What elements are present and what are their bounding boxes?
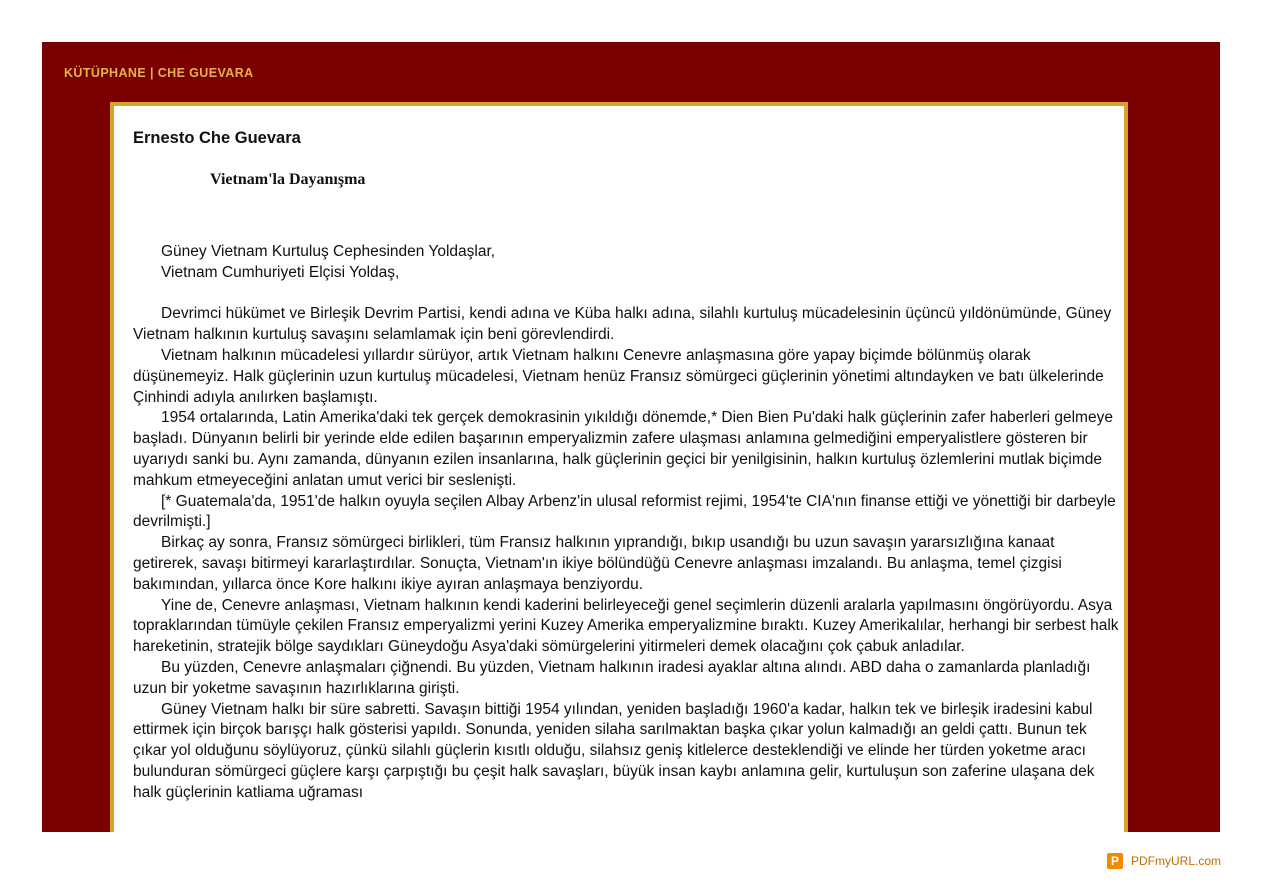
footnote-paragraph: [* Guatemala'da, 1951'de halkın oyuyla seçilen Albay Arbenz'in ulusal reformist rejimi, 1954'te CIA'nın finanse ettiği ve yönettiği bir darbeyle devrilmişti.] xyxy=(133,492,1116,531)
author-name: Ernesto Che Guevara xyxy=(133,129,301,147)
document-content xyxy=(133,128,1123,804)
page-frame xyxy=(42,42,1220,832)
document-title: Vietnam'la Dayanışma xyxy=(210,171,366,188)
document-body xyxy=(133,242,1123,804)
paragraph: Güney Vietnam Kurtuluş Cephesinden Yoldaşlar, xyxy=(161,243,496,260)
document-panel xyxy=(110,102,1128,832)
paragraph: Devrimci hükümet ve Birleşik Devrim Partisi, kendi adına ve Küba halkı adına, silahlı kurtuluş mücadelesinin üçüncü yıldönümünde, Güney Vietnam halkının kurtuluş savaşını selamlamak için beni görevlendirdi. xyxy=(133,305,1112,344)
paragraph: Yine de, Cenevre anlaşması, Vietnam halkının kendi kaderini belirleyeceği genel seçimlerin düzenli aralarla yapılmasını öngörüyordu. Asya topraklarından tümüyle çekilen Fransız emperyalizmi yerini Kuzey Amerika emperyalizmine bıraktı. Kuzey Amerikalılar, herhangi bir serbest halk hareketinin, stratejik bölge saydıkları Güneydoğu Asya'daki sömürgelerini yitirmeleri demek olacağını çok çabuk anladılar. xyxy=(133,596,1119,656)
paragraph: 1954 ortalarında, Latin Amerika'daki tek gerçek demokrasinin yıkıldığı dönemde,* Dien Bien Pu'daki halk güçlerinin zafer haberleri gelmeye başladı. Dünyanın belirli bir yerinde elde edilen başarının emperyalizmin zafere ulaşması anlamına gelmediğini emperyalistlere gösteren bir uyarıydı sanki bu. Aynı zamanda, dünyanın ezilen insanlarına, halk güçlerinin geçici bir yenilgisinin, halkın kurtuluş özlemlerini mutlak biçimde mahkum etmeyeceğini anlatan umut verici bir seslenişti. xyxy=(133,409,1113,489)
pdfmyurl-logo-text: PDFmyURL.com xyxy=(1130,854,1221,868)
paragraph: Vietnam halkının mücadelesi yıllardır sürüyor, artık Vietnam halkını Cenevre anlaşmasına göre yapay biçimde bölünmüş olarak düşünemeyiz. Halk güçlerinin uzun kurtuluş mücadelesi, Vietnam henüz Fransız sömürgeci güçlerinin yönetimi altındayken ve batı ülkelerinde Çinhindi adıyla anılırken başlamıştı. xyxy=(133,346,1104,406)
pdfmyurl-logo-icon: P xyxy=(1107,853,1123,869)
pdfmyurl-logo[interactable] xyxy=(1107,853,1221,869)
paragraph: Bu yüzden, Cenevre anlaşmaları çiğnendi. Bu yüzden, Vietnam halkının iradesi ayaklar altına alındı. ABD daha o zamanlarda planladığı uzun bir yoketme savaşının hazırlıklarına girişti. xyxy=(133,658,1091,697)
paragraph: Birkaç ay sonra, Fransız sömürgeci birlikleri, tüm Fransız halkının yıprandığı, bıkıp usandığı bu uzun savaşın yararsızlığına kanaat getirerek, savaşı bitirmeyi kararlaştırdılar. Sonuçta, Vietnam'ın ikiye bölündüğü Cenevre anlaşması imzalandı. Bu anlaşma, temel çizgisi bakımından, yıllarca önce Kore halkını ikiye ayıran anlaşmaya benziyordu. xyxy=(133,534,1062,593)
library-header[interactable]: KÜTÜPHANE | CHE GUEVARA xyxy=(64,66,254,80)
paragraph: Güney Vietnam halkı bir süre sabretti. Savaşın bittiği 1954 yılından, yeniden başladığı 1960'a kadar, halkın tek ve birleşik iradesini kabul ettirmek için birçok barışçı halk gösterisi yapıldı. Sonunda, yeniden silaha sarılmaktan başka çıkar yolun kalmadığı an geldi çattı. Bunun tek çıkar yol olduğunu söylüyoruz, çünkü silahlı güçlerin kısıtlı olduğu, silahsız geniş kitlelerce desteklendiği ve elinde her türden yoketme aracı bulunduran sömürgeci güçlere karşı çarpıştığı bu çeşit halk savaşları, büyük insan kaybı anlamına gelir, kurtuluşun son zaferine ulaşana dek halk güçlerinin katliama uğraması xyxy=(133,700,1095,801)
paragraph: Vietnam Cumhuriyeti Elçisi Yoldaş, xyxy=(161,263,400,281)
